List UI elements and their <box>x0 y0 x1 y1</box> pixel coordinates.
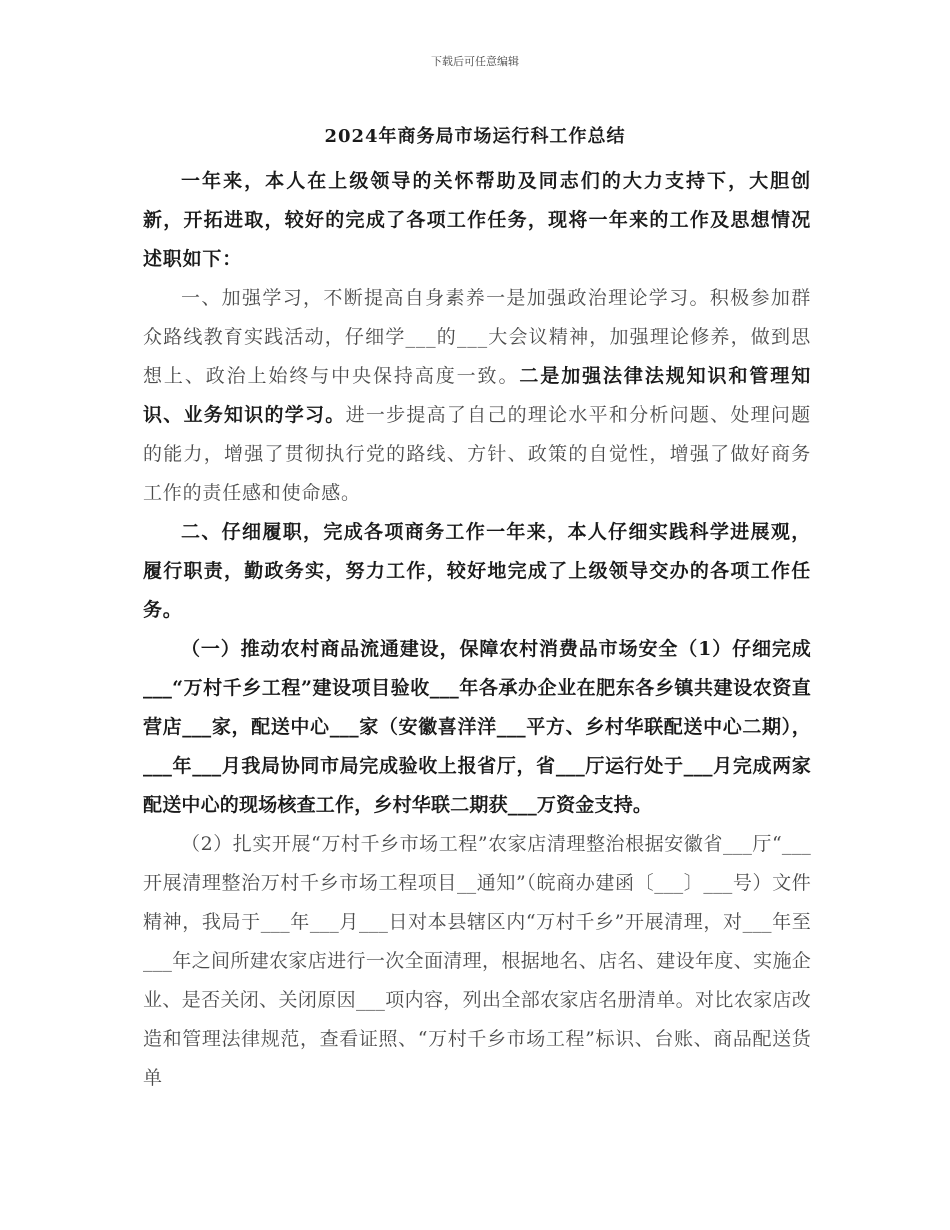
paragraph-study-part3: 进一步提高了自己的理论水平和分析问题、处理问题的能力，增强了贯彻执行党的路线、方针、政策的自觉性，增强了做好商务工作的责任感和使命感。 <box>143 404 811 504</box>
header-note: 下载后可任意编辑 <box>431 55 519 68</box>
paragraph-study-part1: 一、加强学习，不断提高自身素养一是加强政治理论学习。积极参加群众路线教育实践活动，仔细学___的___大会议精神，加强理论修养，做到思想上、政治上始终与中央保持高度一致。 <box>143 287 811 387</box>
document-body <box>143 162 811 1098</box>
paragraph-store-cleanup: （2）扎实开展“万村千乡市场工程”农家店清理整治根据安徽省___厅“___开展清理整治万村千乡市场工程项目__通知”（皖商办建函〔___〕___号）文件精神，我局于___年___月___日对本县辖区内“万村千乡”开展清理，对___年至___年之间所建农家店进行一次全面清理，根据地名、店名、建设年度、实施企业、是否关闭、关闭原因___项内容，列出全部农家店名册清单。对比农家店改造和管理法律规范，查看证照、“万村千乡市场工程”标识、台账、商品配送货单 <box>143 833 811 1089</box>
paragraph-study <box>143 279 811 513</box>
paragraph-rural-circulation: （一）推动农村商品流通建设，保障农村消费品市场安全（1）仔细完成___“万村千乡工程”建设项目验收___年各承办企业在肥东各乡镇共建设农资直营店___家，配送中心___家（安徽喜洋洋___平方、乡村华联配送中心二期），___年___月我局协同市局完成验收上报省厅，省___厅运行处于___月完成两家配送中心的现场核查工作，乡村华联二期获___万资金支持。 <box>143 638 811 816</box>
paragraph-intro: 一年来，本人在上级领导的关怀帮助及同志们的大力支持下，大胆创新，开拓进取，较好的完成了各项工作任务，现将一年来的工作及思想情况述职如下： <box>143 170 811 270</box>
paragraph-study-part2: 二是加强法律法规知识和管理知识、业务知识的学习。 <box>143 365 811 426</box>
paragraph-duties: 二、仔细履职，完成各项商务工作一年来，本人仔细实践科学进展观，履行职责，勤政务实，努力工作，较好地完成了上级领导交办的各项工作任务。 <box>143 521 811 621</box>
document-title: 2024年商务局市场运行科工作总结 <box>324 126 626 147</box>
